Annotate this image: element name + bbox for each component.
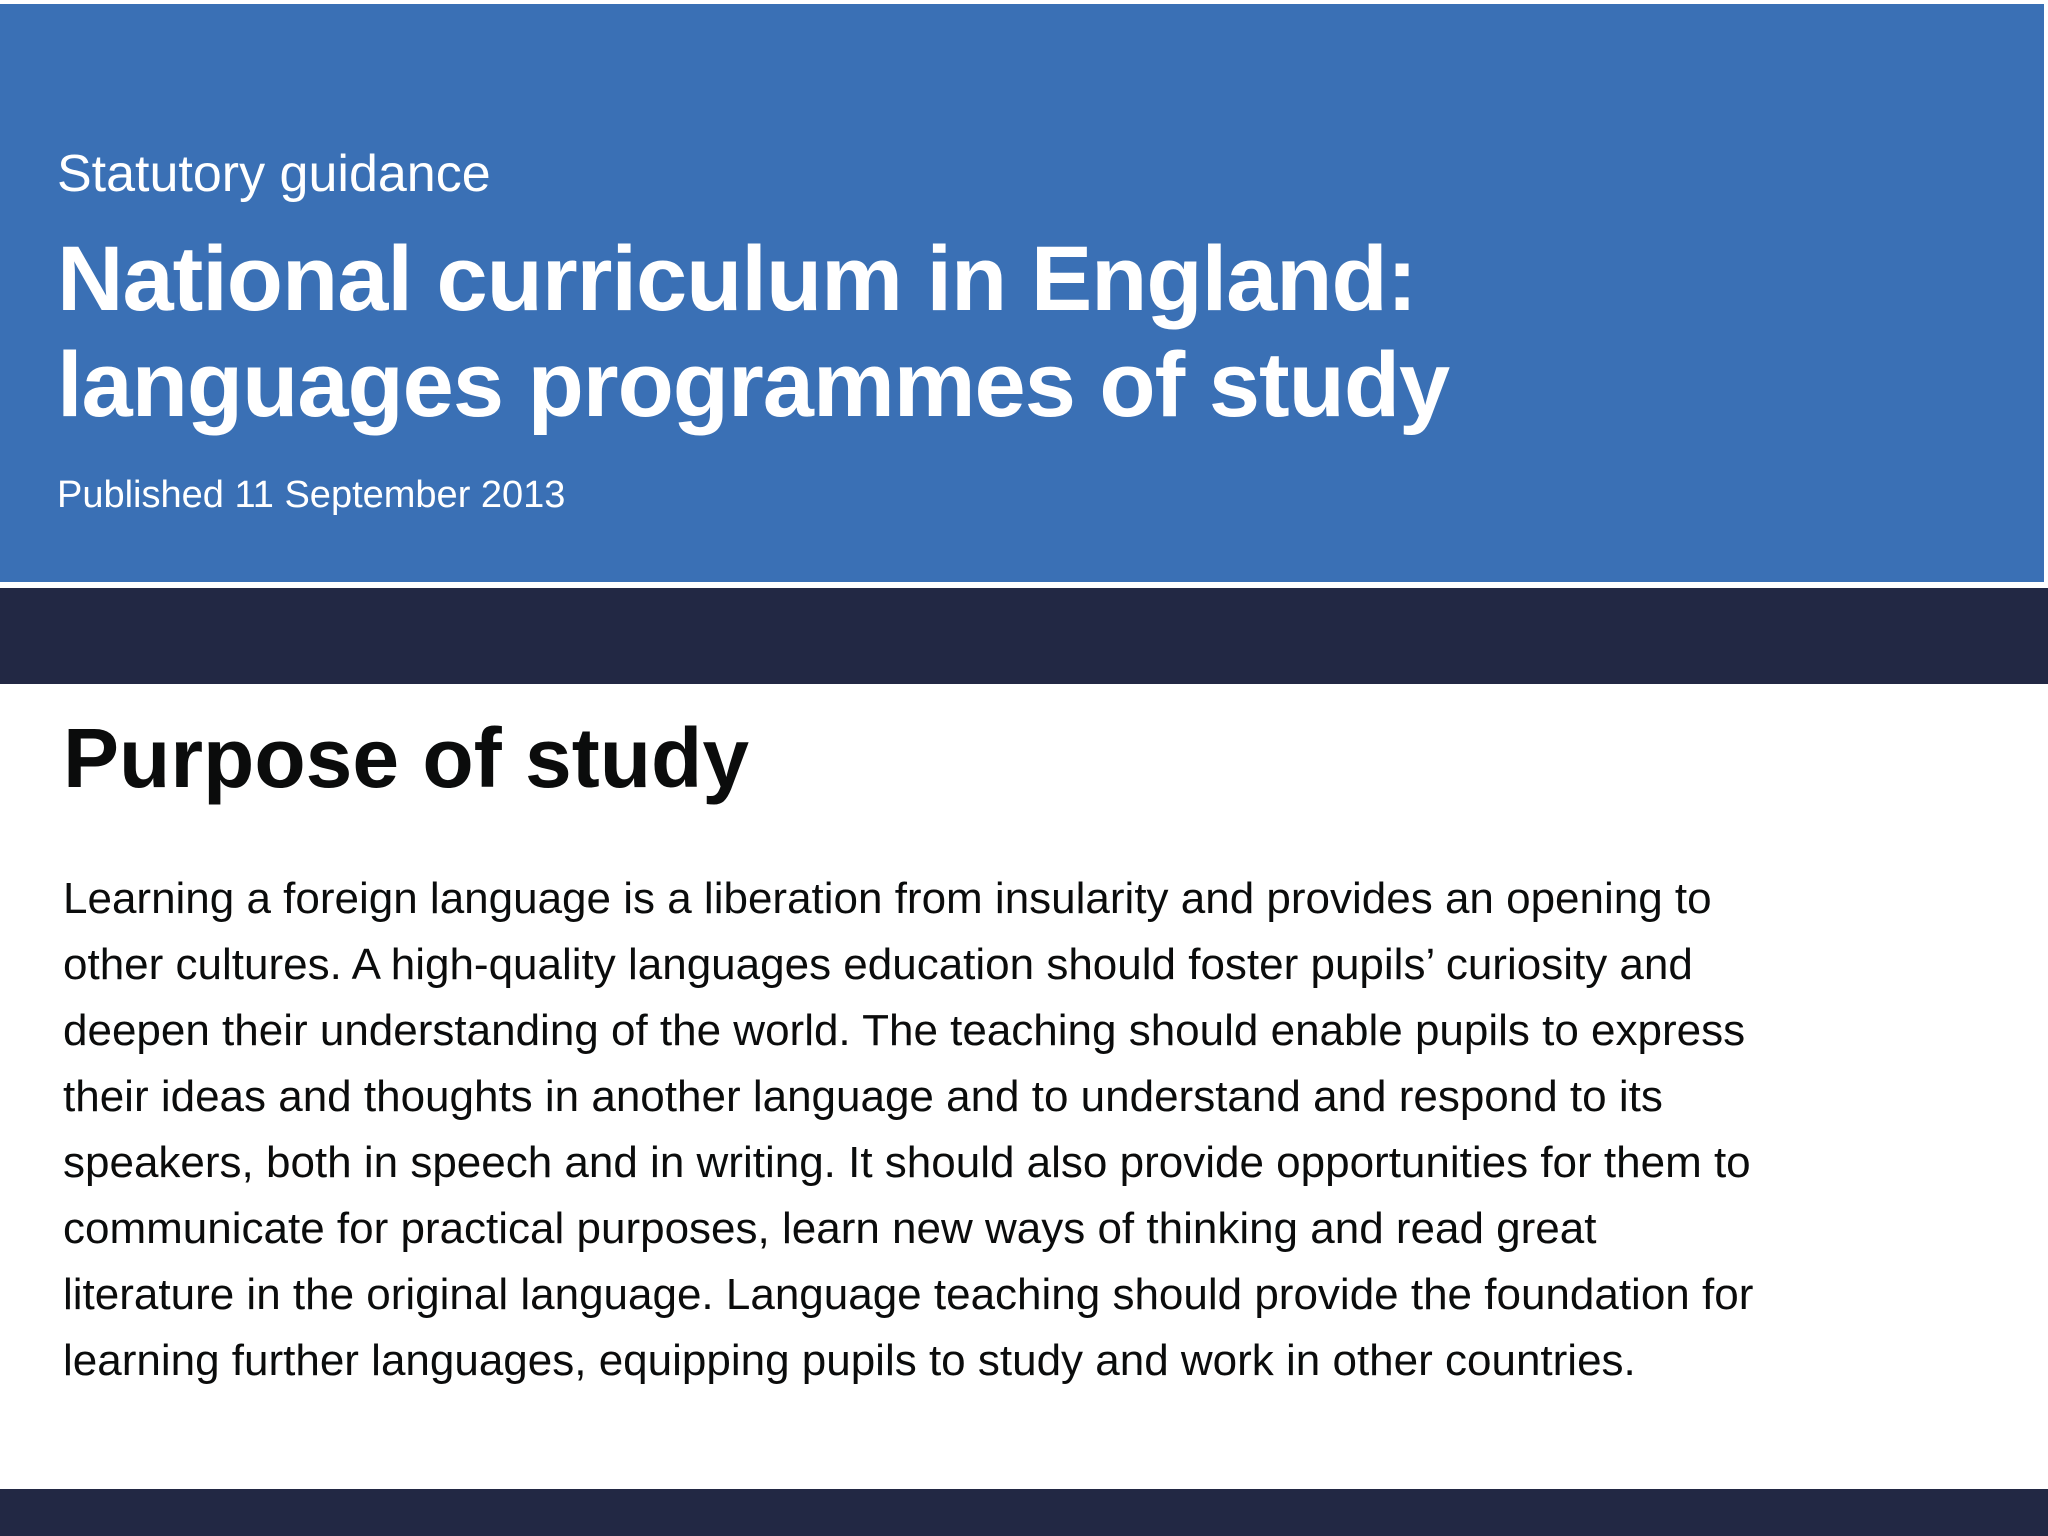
body-line: other cultures. A high-quality languages education should foster pupils’ curiosity and xyxy=(63,940,1693,989)
body-line: learning further languages, equipping pupils to study and work in other countries. xyxy=(63,1336,1636,1385)
section-heading: Purpose of study xyxy=(63,711,750,805)
published-date: Published 11 September 2013 xyxy=(57,474,566,516)
body-line: Learning a foreign language is a liberation from insularity and provides an opening to xyxy=(63,874,1712,923)
document-type-label: Statutory guidance xyxy=(57,145,491,203)
divider-band xyxy=(0,588,2048,684)
body-line: deepen their understanding of the world. The teaching should enable pupils to express xyxy=(63,1006,1746,1055)
body-line: their ideas and thoughts in another language and to understand and respond to its xyxy=(63,1072,1663,1121)
body-line: communicate for practical purposes, learn new ways of thinking and read great xyxy=(63,1204,1597,1253)
section-body-paragraph xyxy=(63,866,2003,1394)
document-header xyxy=(0,4,2044,582)
document-title-line-2: languages programmes of study xyxy=(57,334,1450,436)
body-line: speakers, both in speech and in writing. It should also provide opportunities for them to xyxy=(63,1138,1751,1187)
document-title-line-1: National curriculum in England: xyxy=(57,228,1417,330)
body-line: literature in the original language. Language teaching should provide the foundation for xyxy=(63,1270,1754,1319)
footer-band xyxy=(0,1489,2048,1536)
document-title xyxy=(57,226,1757,438)
